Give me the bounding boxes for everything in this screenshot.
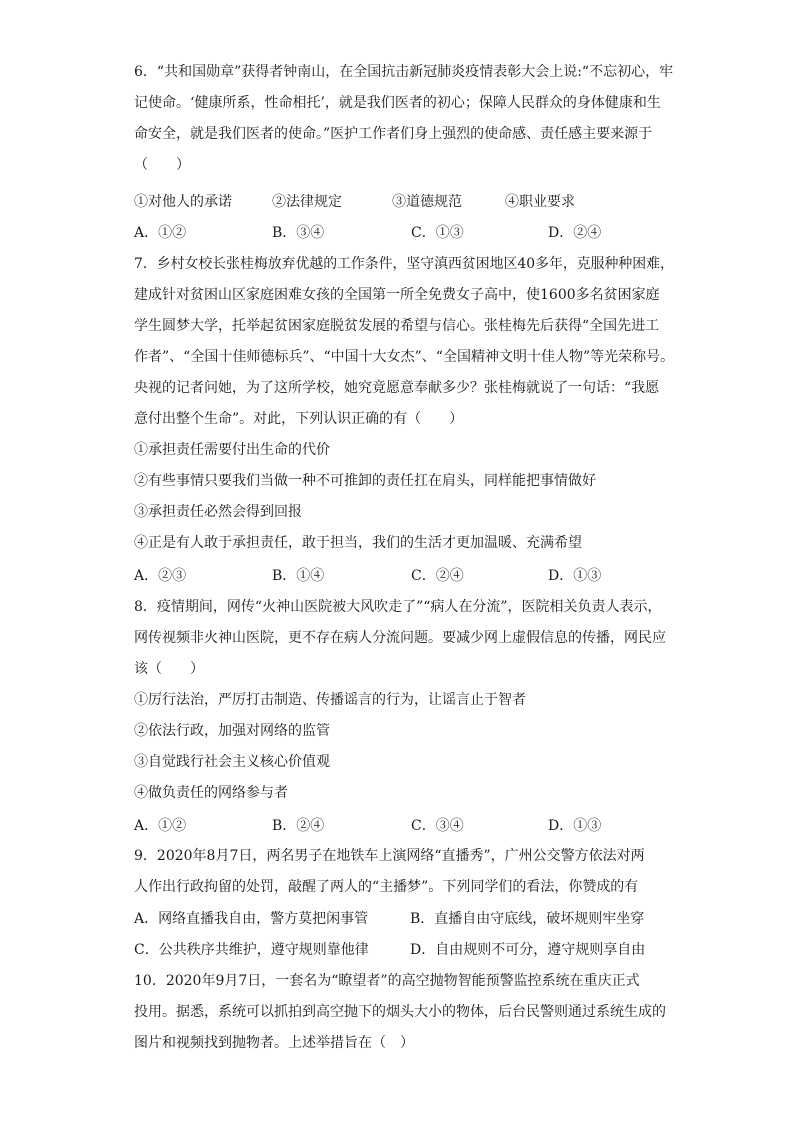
q8-option-c[interactable]: C．③④ xyxy=(411,818,464,834)
q8-stem-line-2: 网传视频非火神山医院，更不存在病人分流问题。要减少网上虚假信息的传播，网民应 xyxy=(134,630,666,646)
q8-item-2: ②依法行政，加强对网络的监管 xyxy=(134,723,330,739)
q10-stem-line-3: 图片和视频找到抛物者。上述举措旨在（ ） xyxy=(134,1035,414,1051)
q9-options-row-2 xyxy=(134,939,674,959)
q7-stem-line-5: 央视的记者问她，为了这所学校，她究竟愿意奉献多少？张桂梅就说了一句话：“我愿 xyxy=(134,380,660,396)
q6-stem-line-1: 6．“共和国勋章”获得者钟南山，在全国抗击新冠肺炎疫情表彰大会上说:“不忘初心，牢 xyxy=(134,64,674,80)
q9-stem-line-2: 人作出行政拘留的处罚，敲醒了两人的“主播梦”。下列同学们的看法，你赞成的有 xyxy=(134,879,639,895)
q9-option-c[interactable]: C．公共秩序共维护，遵守规则靠他律 xyxy=(134,942,369,958)
q9-options-row-1 xyxy=(134,908,674,928)
q8-option-d[interactable]: D．①③ xyxy=(548,818,602,834)
q7-stem-line-1: 7．乡村女校长张桂梅放弃优越的工作条件，坚守滇西贫困地区40多年，克服种种困难， xyxy=(134,256,674,272)
q6-option-b[interactable]: B．③④ xyxy=(272,225,325,241)
q8-stem-line-3: 该（ ） xyxy=(134,661,204,677)
q7-stem-line-2: 建成针对贫困山区家庭困难女孩的全国第一所全免费女子高中，使1600多名贫困家庭 xyxy=(134,287,660,303)
q9-option-b[interactable]: B．直播自由守底线，破坏规则牢坐穿 xyxy=(410,911,645,927)
q9-option-a[interactable]: A．网络直播我自由，警方莫把闲事管 xyxy=(134,911,369,927)
q7-item-4: ④正是有人敢于承担责任，敢于担当，我们的生活才更加温暖、充满希望 xyxy=(134,535,582,551)
q8-stem-line-1: 8．疫情期间，网传“火神山医院被大风吹走了”“病人在分流”，医院相关负责人表示， xyxy=(134,599,662,615)
q6-option-c[interactable]: C．①③ xyxy=(411,225,464,241)
q6-stem-line-2: 记使命。‘健康所系，性命相托’，就是我们医者的初心；保障人民群众的身体健康和生 xyxy=(134,95,661,111)
q6-option-d[interactable]: D．②④ xyxy=(548,225,602,241)
q8-item-4: ④做负责任的网络参与者 xyxy=(134,785,288,801)
q7-option-b[interactable]: B．①④ xyxy=(272,568,325,584)
q7-options xyxy=(134,565,674,585)
q6-item-3: ③道德规范 xyxy=(392,194,462,210)
q7-stem-line-4: 作者”、“全国十佳师德标兵”、“中国十大女杰”、“全国精神文明十佳人物”等光荣称号。 xyxy=(134,349,675,365)
q6-item-1: ①对他人的承诺 xyxy=(134,194,232,210)
q6-stem-line-3: 命安全，就是我们医者的使命。”医护工作者们身上强烈的使命感、责任感主要来源于 xyxy=(134,126,653,142)
q7-stem-line-3: 学生圆梦大学，托举起贫困家庭脱贫发展的希望与信心。张桂梅先后获得“全国先进工 xyxy=(134,318,660,334)
q7-option-c[interactable]: C．②④ xyxy=(411,568,464,584)
q8-options xyxy=(134,815,674,835)
q7-option-a[interactable]: A．②③ xyxy=(134,568,187,584)
q9-stem-line-1: 9．2020年8月7日，两名男子在地铁车上演网络“直播秀”，广州公交警方依法对两 xyxy=(134,848,645,864)
q7-stem-line-6: 意付出整个生命”。对此，下列认识正确的有（ ） xyxy=(134,411,464,427)
q6-option-a[interactable]: A．①② xyxy=(134,225,187,241)
q7-item-2: ②有些事情只要我们当做一种不可推卸的责任扛在肩头，同样能把事情做好 xyxy=(134,473,596,489)
q6-stem-line-4: （ ） xyxy=(134,157,190,173)
q10-stem-line-1: 10．2020年9月7日，一套名为“瞭望者”的高空抛物智能预警监控系统在重庆正式 xyxy=(134,973,640,989)
q8-item-3: ③自觉践行社会主义核心价值观 xyxy=(134,754,330,770)
q7-item-3: ③承担责任必然会得到回报 xyxy=(134,504,302,520)
q6-items xyxy=(134,191,674,211)
q6-item-4: ④职业要求 xyxy=(505,194,575,210)
q7-option-d[interactable]: D．①③ xyxy=(548,568,602,584)
q6-item-2: ②法律规定 xyxy=(272,194,342,210)
q10-stem-line-2: 投用。据悉，系统可以抓拍到高空抛下的烟头大小的物体，后台民警则通过系统生成的 xyxy=(134,1004,666,1020)
q7-item-1: ①承担责任需要付出生命的代价 xyxy=(134,442,330,458)
q8-option-a[interactable]: A．①② xyxy=(134,818,187,834)
q8-option-b[interactable]: B．②④ xyxy=(272,818,325,834)
q9-option-d[interactable]: D．自由规则不可分，遵守规则享自由 xyxy=(410,942,646,958)
q8-item-1: ①厉行法治，严厉打击制造、传播谣言的行为，让谣言止于智者 xyxy=(134,692,526,708)
q6-options xyxy=(134,222,674,242)
